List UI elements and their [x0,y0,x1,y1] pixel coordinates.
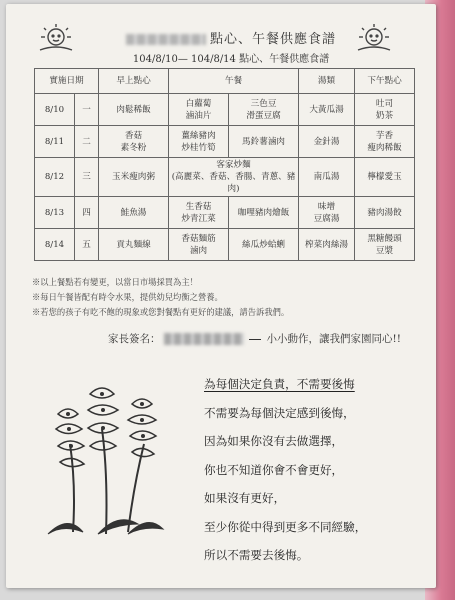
parent-signature-line [108,331,401,346]
table-header-row [35,69,415,94]
soup-cell: 大黃瓜湯 [299,94,355,126]
note-line: ※以上餐點若有變更，以當日市場採買為主！ [32,277,198,287]
date-range-subtitle: 104/8/10— 104/8/14 點心、午餐供應食譜 [132,54,330,65]
poem-line: 不需要為每個決定感到後悔， [204,405,355,420]
column-header-lunch: 午餐 [169,69,299,94]
weekly-menu-table [34,68,415,261]
weekday-cell: 四 [75,197,99,229]
poem-line: 你也不知道你會不會更好， [204,462,344,477]
poem-section [204,370,366,570]
lunch-cell: 生香菇 炒青江菜 [169,197,229,229]
note-line: ※每日午餐皆配有時令水果，提供幼兒均衡之營養。 [32,292,223,302]
table-row [35,94,415,126]
afternoon-snack-cell: 芋香 瘦肉稀飯 [355,126,415,158]
morning-snack-cell: 貢丸麵線 [99,229,169,261]
poem-line: 因為如果你沒有去做選擇， [204,434,344,448]
lunch-cell: 絲瓜炒蛤蜊 [229,229,299,261]
poem-title: 為每個決定負責，不需要後悔 [204,377,355,391]
table-row [35,158,415,197]
weekday-cell: 五 [75,229,99,261]
morning-snack-cell: 玉米瘦肉粥 [99,158,169,197]
note-line: ※若您的孩子有吃不飽的現象或您對餐點有更好的建議，請告訴我們。 [32,307,290,317]
date-cell: 8/10 [35,94,75,126]
morning-snack-cell: 肉鬆稀飯 [99,94,169,126]
date-cell: 8/11 [35,126,75,158]
column-header-afternoon-snack: 下午點心 [355,69,415,94]
soup-cell: 金針湯 [299,126,355,158]
signature-label: 家長簽名： [108,333,161,345]
notes-section [32,275,422,320]
lunch-cell: 薑絲豬肉 炒桂竹筍 [169,126,229,158]
redacted-school-name [126,34,206,45]
lunch-cell: 香菇麵筋 滷肉 [169,229,229,261]
column-header-morning-snack: 早上點心 [99,69,169,94]
page-title: 點心、午餐供應食譜 [86,28,376,47]
morning-snack-cell: 香菇 素冬粉 [99,126,169,158]
soup-cell: 南瓜湯 [299,158,355,197]
sun-icon [36,22,76,54]
lunch-cell: 馬鈴薯滷肉 [229,126,299,158]
table-row [35,197,415,229]
lunch-cell: 白蘿蔔 滷油片 [169,94,229,126]
lunch-cell: 客家炒麵 (高麗菜、香菇、香腸、青蔥、豬肉) [169,158,299,197]
date-cell: 8/13 [35,197,75,229]
afternoon-snack-cell: 黑糖饅頭 豆漿 [355,229,415,261]
menu-document [6,4,436,588]
redacted-signature [164,333,244,345]
poem-line: 如果沒有更好， [204,491,286,505]
afternoon-snack-cell: 吐司 奶茶 [355,94,415,126]
soup-cell: 榨菜肉絲湯 [299,229,355,261]
signature-message: 小小動作，讓我們家園同心!! [266,333,401,345]
afternoon-snack-cell: 豬肉湯餃 [355,197,415,229]
lunch-cell: 三色豆 滑蛋豆腐 [229,94,299,126]
poem-line: 所以不需要去後悔。 [204,548,309,562]
lunch-cell: 咖哩豬肉燴飯 [229,197,299,229]
date-cell: 8/12 [35,158,75,197]
poem-line: 至少你從中得到更多不同經驗， [204,519,367,534]
soup-cell: 味增 豆腐湯 [299,197,355,229]
morning-snack-cell: 鮭魚湯 [99,197,169,229]
signature-underline [249,339,261,340]
table-row [35,229,415,261]
weekday-cell: 一 [75,94,99,126]
date-cell: 8/14 [35,229,75,261]
table-row [35,126,415,158]
column-header-soup: 湯類 [299,69,355,94]
flower-illustration [28,374,178,544]
afternoon-snack-cell: 檸檬愛玉 [355,158,415,197]
column-header-date: 實施日期 [35,69,99,94]
weekday-cell: 三 [75,158,99,197]
weekday-cell: 二 [75,126,99,158]
